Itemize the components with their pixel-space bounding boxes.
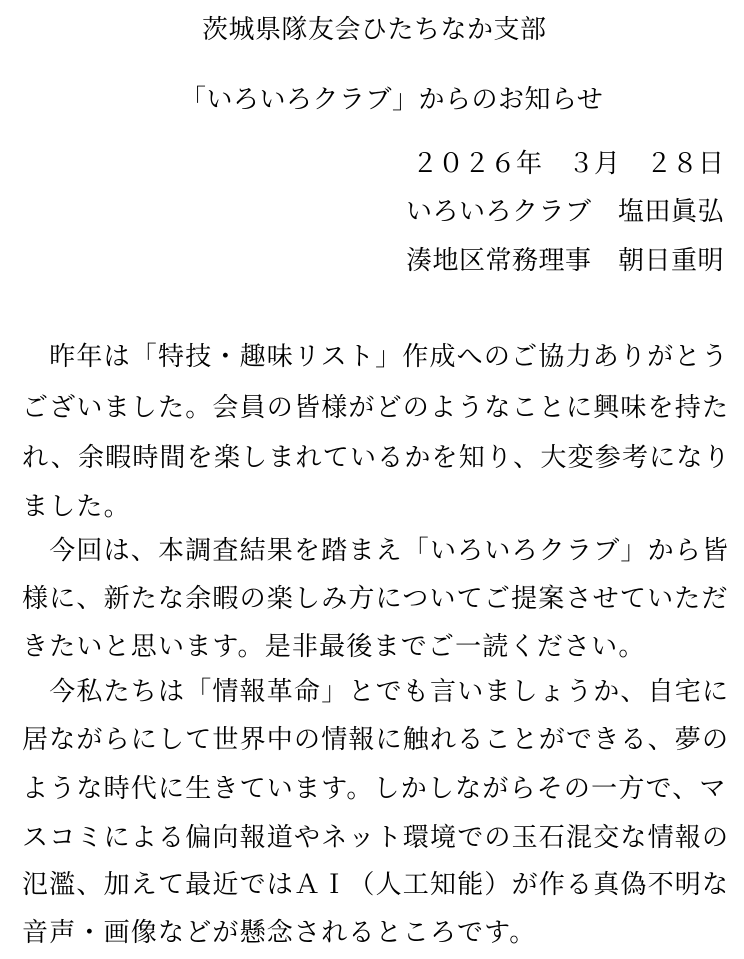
body-line: 氾濫、加えて最近ではＡＩ（人工知能）が作る真偽不明な — [22, 870, 730, 900]
organization-name: 茨城県隊友会ひたちなか支部 — [202, 15, 547, 45]
body-line: 様に、新たな余暇の楽しみ方についてご提案させていただ — [22, 584, 729, 614]
sender-club: いろいろクラブ 塩田眞弘 — [405, 197, 724, 227]
body-line: 居ながらにして世界中の情報に触れることができる、夢の — [22, 725, 730, 755]
body-line: 今私たちは「情報革命」とでも言いましょうか、自宅に — [22, 677, 730, 707]
body-line: ございました。会員の皆様がどのようなことに興味を持た — [22, 393, 730, 423]
sender-director: 湊地区常務理事 朝日重明 — [405, 246, 724, 276]
body-line: 昨年は「特技・趣味リスト」作成へのご協力ありがとう — [22, 342, 729, 372]
document-subject: 「いろいろクラブ」からのお知らせ — [180, 85, 604, 115]
body-line: きたいと思います。是非最後までご一読ください。 — [22, 632, 646, 662]
body-line: ました。 — [22, 492, 131, 522]
body-line: ような時代に生きています。しかしながらその一方で、マ — [22, 774, 727, 804]
body-line: 音声・画像などが懸念されるところです。 — [22, 918, 537, 948]
document-date: ２０２６年 ３月 ２８日 — [411, 149, 724, 179]
body-line: スコミによる偏向報道やネット環境での玉石混交な情報の — [22, 823, 730, 853]
body-line: 今回は、本調査結果を踏まえ「いろいろクラブ」から皆 — [22, 536, 730, 566]
body-line: れ、余暇時間を楽しまれているかを知り、大変参考になり — [22, 443, 731, 473]
